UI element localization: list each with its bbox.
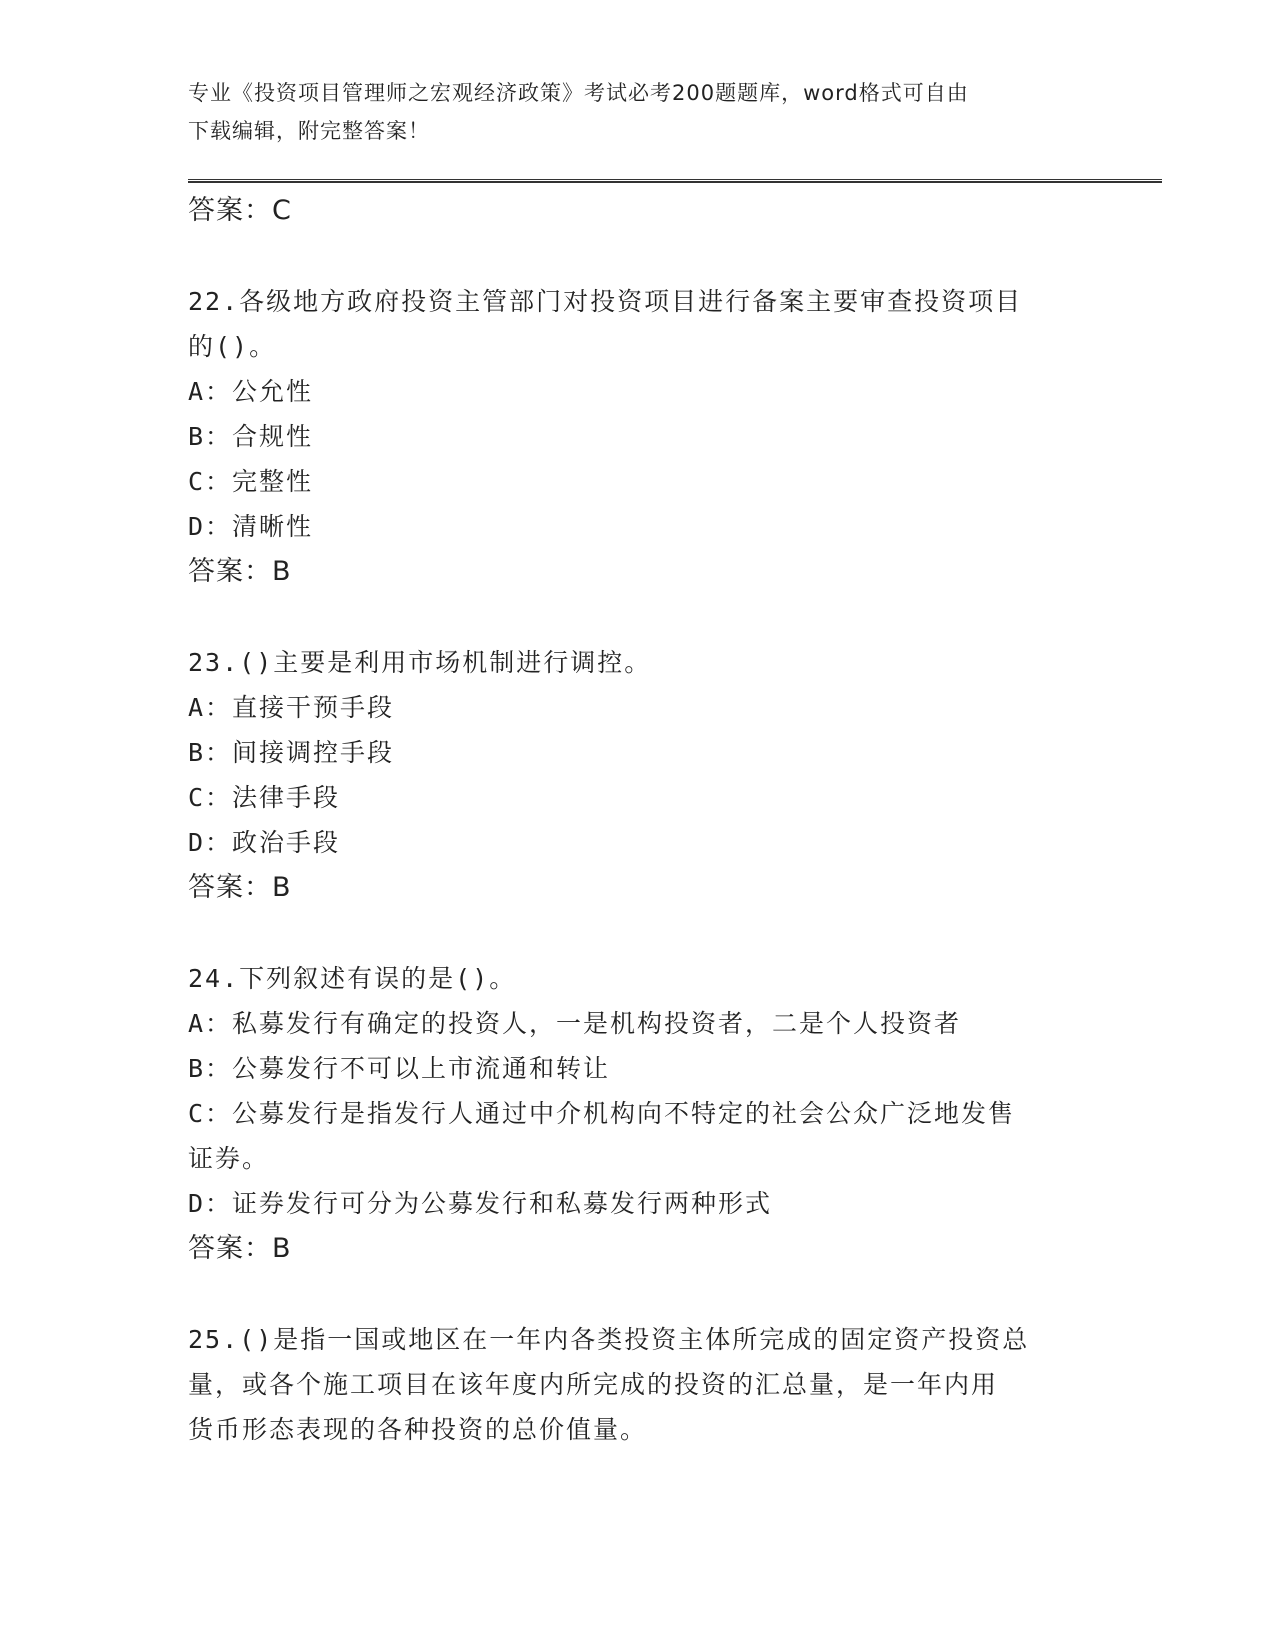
question-22-option-a: A：公允性: [188, 377, 314, 406]
page-header: [188, 74, 1088, 150]
question-24-option-c-cont: 证券。: [188, 1144, 270, 1173]
question-23-stem: 23.()主要是利用市场机制进行调控。: [188, 648, 652, 677]
question-25: [188, 1317, 1088, 1452]
question-23-option-a: A：直接干预手段: [188, 693, 395, 722]
question-list: [188, 188, 1088, 1452]
question-23-option-d: D：政治手段: [188, 828, 341, 857]
answer-previous: 答案：C: [188, 195, 292, 226]
question-24-option-b: B：公募发行不可以上市流通和转让: [188, 1054, 611, 1083]
question-23-answer: 答案：B: [188, 872, 292, 903]
question-22-stem: 22.各级地方政府投资主管部门对投资项目进行备案主要审查投资项目: [188, 287, 1023, 316]
question-25-stem-cont-1: 量，或各个施工项目在该年度内所完成的投资的汇总量，是一年内用: [188, 1370, 999, 1399]
question-24: [188, 956, 1088, 1271]
question-22-answer: 答案：B: [188, 556, 292, 587]
question-25-stem: 25.()是指一国或地区在一年内各类投资主体所完成的固定资产投资总: [188, 1325, 1030, 1354]
question-23-option-b: B：间接调控手段: [188, 738, 395, 767]
question-24-stem: 24.下列叙述有误的是()。: [188, 964, 517, 993]
header-intro-line-1: 专业《投资项目管理师之宏观经济政策》考试必考200题题库，word格式可自由: [188, 81, 969, 105]
question-24-option-c: C：公募发行是指发行人通过中介机构向不特定的社会公众广泛地发售: [188, 1099, 1016, 1128]
question-24-option-d: D：证券发行可分为公募发行和私募发行两种形式: [188, 1189, 773, 1218]
question-24-answer: 答案：B: [188, 1233, 292, 1264]
header-divider: [188, 179, 1162, 183]
question-22: [188, 279, 1088, 594]
question-22-option-c: C：完整性: [188, 467, 314, 496]
question-23: [188, 640, 1088, 910]
question-25-stem-cont-2: 货币形态表现的各种投资的总价值量。: [188, 1415, 648, 1444]
question-22-stem-cont: 的()。: [188, 332, 277, 361]
question-22-option-b: B：合规性: [188, 422, 314, 451]
header-intro-line-2: 下载编辑，附完整答案！: [188, 119, 430, 143]
question-23-option-c: C：法律手段: [188, 783, 341, 812]
question-22-option-d: D：清晰性: [188, 512, 314, 541]
question-24-option-a: A：私募发行有确定的投资人，一是机构投资者，二是个人投资者: [188, 1009, 962, 1038]
